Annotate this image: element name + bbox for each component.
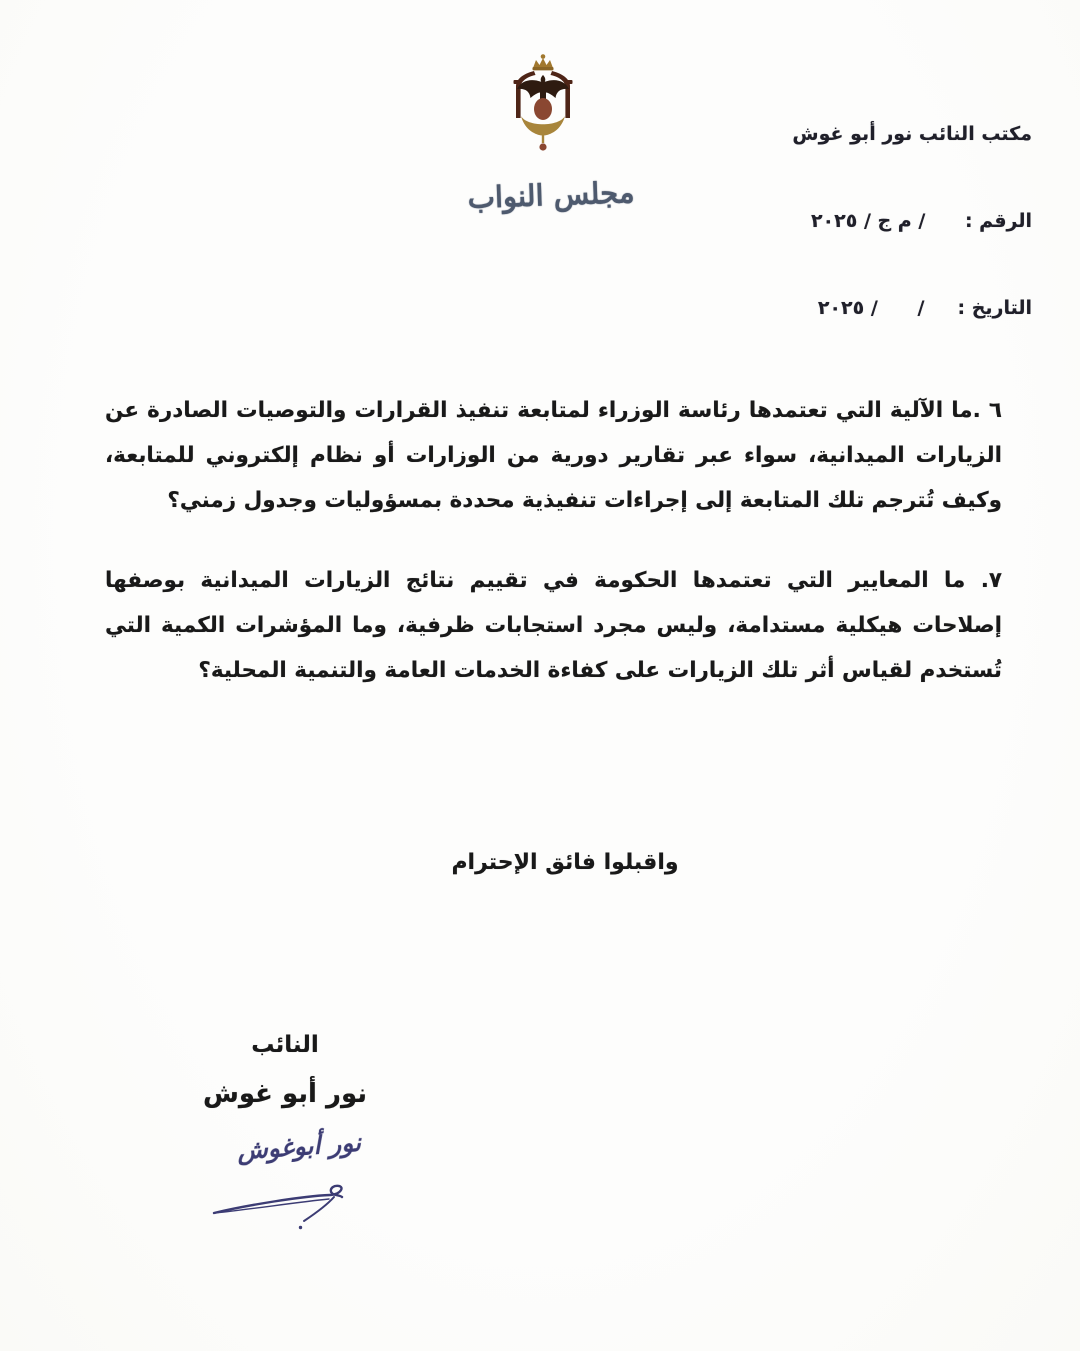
signature-title: النائب — [251, 1032, 319, 1058]
jordan-royal-crest-icon — [503, 52, 583, 164]
parliament-calligraphy: مجلس النواب — [467, 175, 635, 215]
reference-number-line: الرقم : / م ج / ٢٠٢٥ — [810, 210, 1032, 232]
question-6-paragraph: ٦ .ما الآلية التي تعتمدها رئاسة الوزراء لمتابعة تنفيذ القرارات والتوصيات الصادرة عن الزيارات الميدانية، سواء عبر تقارير دورية من الوزارات أو نظام إلكتروني للمتابعة، وكيف تُترجم تلك المتابعة إلى إجراءات تنفيذية محددة بمسؤوليات وجدول زمني؟ — [105, 398, 1002, 513]
signature-name: نور أبو غوش — [202, 1079, 368, 1109]
closing-salutation: واقبلوا فائق الإحترام — [451, 850, 679, 875]
office-name-line: مكتب النائب نور أبو غوش — [792, 123, 1032, 145]
letterhead-block — [792, 62, 1032, 381]
signature-flourish-icon — [208, 1182, 373, 1237]
date-line: التاريخ : / / ٢٠٢٥ — [817, 297, 1032, 319]
question-7-paragraph: ٧. ما المعايير التي تعتمدها الحكومة في تقييم نتائج الزيارات الميدانية بوصفها إصلاحات هيكلية مستدامة، وليس مجرد استجابات ظرفية، وما المؤشرات الكمية التي تُستخدم لقياس أثر تلك الزيارات على كفاءة الخدمات العامة والتنمية المحلية؟ — [105, 568, 1002, 683]
handwritten-signature: نور أبوغوش — [236, 1127, 362, 1166]
signature-block — [165, 1032, 405, 1109]
